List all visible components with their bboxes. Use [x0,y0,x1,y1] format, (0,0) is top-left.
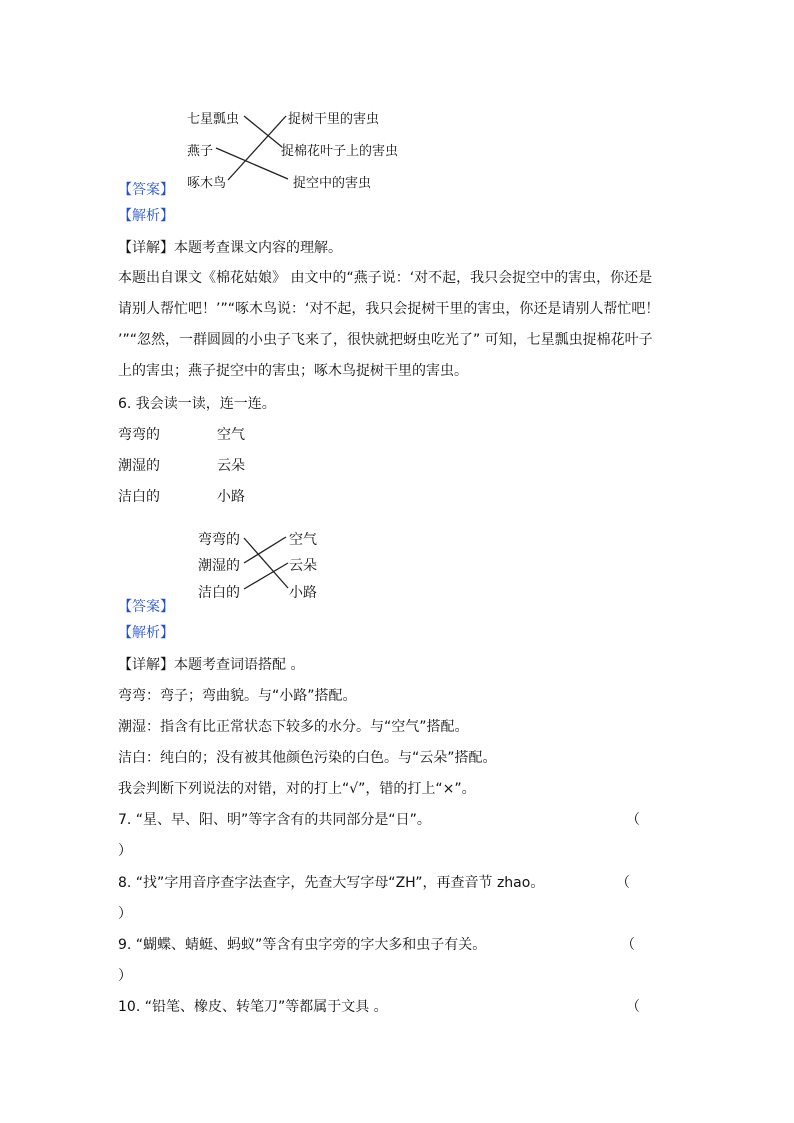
q5-explanation-line-3: ’”“忽然，一群圆圆的小虫子飞来了，很快就把蚜虫吃光了” 可知，七星瓢虫捉棉花叶子 [118,332,653,348]
q6-diagram-right-2: 云朵 [289,558,317,574]
q6-diagram-left-2: 潮湿的 [198,558,240,574]
q6-answer-label: 【答案】 [118,599,174,615]
q6-word-right-2: 云朵 [217,458,245,474]
q6-line-humid-air [244,537,286,563]
q5-explanation-line-4: 上的害虫；燕子捉空中的害虫；啄木鸟捉树干里的害虫。 [118,363,468,379]
q6-explanation-line-1: 弯弯：弯子；弯曲貌。与“小路”搭配。 [118,688,357,704]
q5-right-item-2: 捉棉花叶子上的害虫 [281,144,399,159]
judge-item-8-open-paren: （ [616,875,630,891]
q6-word-right-1: 空气 [217,427,245,443]
q5-left-item-1: 七星瓢虫 [187,112,240,127]
q6-line-curved-path [244,538,288,588]
judge-item-7-close-paren: ） [118,843,132,859]
q5-right-item-1: 捉树干里的害虫 [288,112,380,127]
judge-item-10-text: 10. “铅笔、橡皮、转笔刀”等都属于文具 。 [118,999,388,1015]
judge-item-10-open-paren: （ [626,999,640,1015]
q6-diagram-right-1: 空气 [289,532,317,548]
q5-answer-label: 【答案】 [118,182,174,198]
judge-instruction: 我会判断下列说法的对错，对的打上“√”，错的打上“×”。 [118,781,476,797]
q5-analysis-label: 【解析】 [118,208,174,224]
q6-analysis-label: 【解析】 [118,625,174,641]
q5-explanation-line-2: 请别人帮忙吧！’”“啄木鸟说：‘对不起，我只会捉树干里的害虫，你还是请别人帮忙吧！ [118,301,660,317]
judge-item-8-text: 8. “找”字用音序查字法查字，先查大写字母“ZH”，再查音节 zhao。 [118,875,545,891]
q6-word-left-3: 洁白的 [118,489,160,505]
judge-item-9-open-paren: （ [621,937,635,953]
q6-line-white-cloud [244,563,288,589]
q6-diagram-left-3: 洁白的 [198,585,240,601]
judge-item-9-text: 9. “蝴蝶、蜻蜓、蚂蚁”等含有虫字旁的字大多和虫子有关。 [118,937,487,953]
q5-detail-line: 【详解】本题考查课文内容的理解。 [118,240,342,256]
q6-explanation-line-3: 洁白：纯白的；没有被其他颜色污染的白色。与“云朵”搭配。 [118,750,497,766]
judge-item-9-close-paren: ） [118,968,132,984]
q5-right-item-3: 捉空中的害虫 [293,176,372,191]
q6-word-left-1: 弯弯的 [118,427,160,443]
q5-left-item-2: 燕子 [187,144,214,159]
judge-item-7-open-paren: （ [626,812,640,828]
q6-diagram-left-1: 弯弯的 [198,532,240,548]
q6-word-right-3: 小路 [217,489,245,505]
q6-prompt: 6. 我会读一读，连一连。 [118,396,276,412]
q6-word-left-2: 潮湿的 [118,458,160,474]
q5-explanation-line-1: 本题出自课文《棉花姑娘》 由文中的“燕子说：‘对不起，我只会捉空中的害虫，你还是 [118,270,653,286]
q5-left-item-3: 啄木鸟 [187,176,227,191]
q6-diagram-right-3: 小路 [289,585,317,601]
q6-explanation-line-2: 潮湿：指含有比正常状态下较多的水分。与“空气”搭配。 [118,719,469,735]
judge-item-8-close-paren: ） [118,906,132,922]
q6-detail-line: 【详解】本题考查词语搭配 。 [118,657,305,673]
judge-item-7-text: 7. “星、早、阳、明”等字含有的共同部分是“日”。 [118,812,431,828]
